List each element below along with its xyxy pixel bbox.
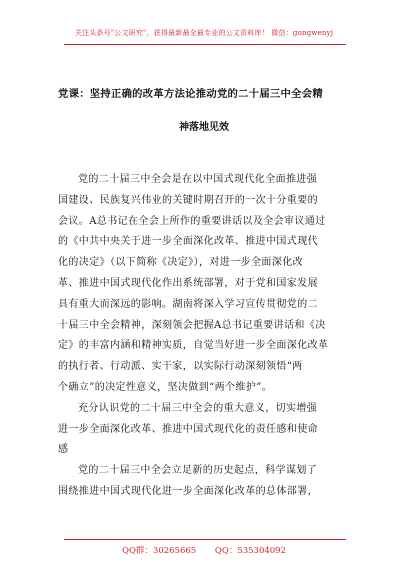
text-line: 进一步全面深化改革、推进中国式现代化的责任感和使命 [58,423,318,435]
text-line: 化的决定》（以下简称《决定》），对进一步全面深化改 [58,257,303,269]
page-header: 关注头条号"公文研究"，获得最新最全最专业的公文资料库！ 微信：gongwenyj [74,29,334,37]
text-line: 个确立”的决定性意义，坚决做到“两个维护”。 [58,381,273,393]
text-line: 的执行者、行动派、实干家，以实际行动深刻领悟“两 [58,361,303,373]
text-line: 定》的丰富内涵和精神实质，自觉当好进一步全面深化改革 [58,340,329,352]
text-line: 党的二十届三中全会是在以中国式现代化全面推进强 [78,174,318,185]
document-body [58,170,350,503]
qq-number: QQ：535304092 [214,546,286,556]
text-line: 国建设、民族复兴伟业的关键时期召开的一次十分重要的 [58,194,318,206]
paragraph-1 [58,170,350,399]
text-line: 革、推进中国式现代化作出系统部署，对于党和国家发展 [58,277,318,289]
header-divider [64,44,346,45]
text-line: 具有重大而深远的影响。湖南将深入学习宣传贯彻党的二 [58,298,318,310]
text-line: 充分认识党的二十届三中全会的重大意义，切实增强 [78,402,318,414]
text-line: 十届三中全会精神，深刻领会把握A总书记重要讲话和《决 [58,319,326,331]
text-line: 的《中共中央关于进一步全面深化改革、推进中国式现代 [58,236,318,248]
text-line: 感 [58,444,69,456]
text-line: 围绕推进中国式现代化进一步全面深化改革的总体部署， [58,485,318,497]
page-footer [0,544,408,556]
paragraph-3 [58,461,350,503]
text-line: 会议。A总书记在全会上所作的重要讲话以及全会审议通过 [58,215,326,227]
text-line: 党的二十届三中全会立足新的历史起点，科学谋划了 [78,465,318,477]
document-title-continuation: 神落地见效 [179,122,229,133]
footer-divider [64,539,346,540]
qq-group-number: QQ群：30265665 [121,546,197,556]
paragraph-2 [58,399,350,461]
document-title: 党课：坚持正确的改革方法论推动党的二十届三中全会精 [58,88,323,100]
